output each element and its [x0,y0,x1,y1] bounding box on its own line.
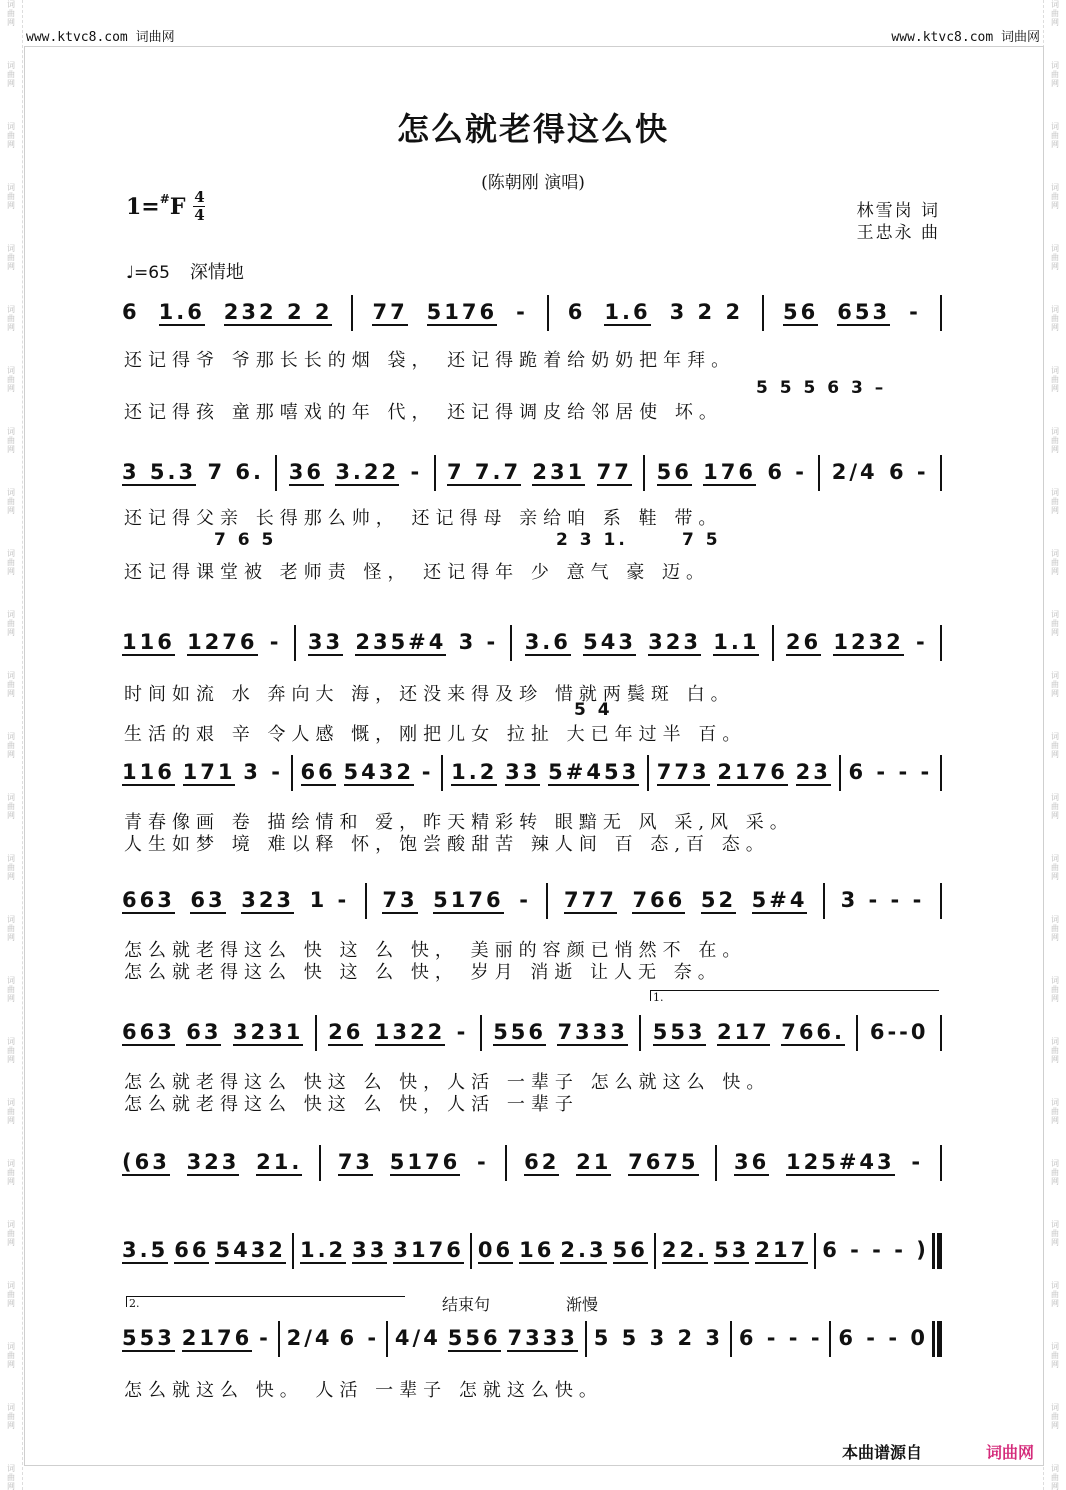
watermark-text: 词 曲 网 [7,915,15,942]
barline [823,883,825,919]
credits [857,200,940,244]
note-group: 663 [122,888,175,912]
melody-line [122,1142,942,1184]
watermark-text: 词 曲 网 [1051,1220,1059,1247]
watermark-text: 词 曲 网 [1051,793,1059,820]
watermark-text: 词 曲 网 [1051,610,1059,637]
note-group: 1276 [187,630,258,654]
watermark-text: 词 曲 网 [7,976,15,1003]
note-group: 6--0 [869,1020,929,1044]
note-group: 77 [372,300,408,324]
note-group: - [909,300,921,324]
note-group: 63 [186,1020,222,1044]
note-group: 1232 [833,630,904,654]
barline [319,1145,321,1181]
watermark-text: 词 曲 网 [1051,1098,1059,1125]
watermark-text: 词 曲 网 [1051,549,1059,576]
note-group: 116 [122,760,175,784]
watermark-text: 词 曲 网 [7,1159,15,1186]
barline [829,1321,831,1357]
sharp-sign: # [159,191,170,206]
watermark-text: 词 曲 网 [1051,122,1059,149]
watermark-text: 词 曲 网 [1051,61,1059,88]
tempo-marking [126,258,244,284]
watermark-text: 词 曲 网 [1051,0,1059,27]
note-group: 116 [122,630,175,654]
note-group: 3 - [243,760,283,784]
lyric-line: 还记得课堂被 老师责 怪， 还记得年 少 意气 豪 迈。 [124,562,711,583]
watermark-text: 词 曲 网 [1051,732,1059,759]
note-group: 5176 [389,1150,461,1174]
note-group: 2176 [181,1326,253,1350]
barline [639,1015,641,1051]
watermark-text: 词 曲 网 [7,1037,15,1064]
note-group: 663 [122,1020,175,1044]
volta-bracket: 1. [650,990,939,1001]
barline [441,755,443,791]
note-group: 323 [241,888,295,912]
note-group: 1.2 [299,1238,347,1262]
song-title: 怎么就老得这么快 [396,110,669,148]
watermark-text: 词 曲 网 [1051,1342,1059,1369]
note-group: 553 [652,1020,706,1044]
watermark-text: 词 曲 网 [7,671,15,698]
right-watermark-strip [1043,0,1066,1490]
note-group: 3 5.3 [122,460,197,484]
lyric-line: 生活的艰 辛 令人感 慨，刚把儿女 拉扯 大已年过半 百。 [124,724,747,745]
footer-site-link[interactable]: 词曲网 [985,1443,1034,1462]
barline [510,625,512,661]
note-group: 323 [648,630,702,654]
watermark-text: 词 曲 网 [7,549,15,576]
note-group: 6 - [767,460,808,484]
note-group: 5#453 [548,760,640,784]
key-note: F [169,193,186,220]
barline [434,455,436,491]
note-group: 3 2 2 [669,300,744,324]
alternate-notes: 7 5 [682,530,721,550]
key-prefix: 1= [126,193,160,220]
watermark-text: 词 曲 网 [7,1403,15,1430]
watermark-text: 词 曲 网 [7,1281,15,1308]
watermark-text: 词 曲 网 [7,854,15,881]
note-group: 235#4 [355,630,447,654]
watermark-text: 词 曲 网 [7,61,15,88]
melody-line [122,292,942,334]
note-group: 06 [477,1238,514,1262]
watermark-text: 词 曲 网 [1051,915,1059,942]
note-group: 6 [567,300,586,324]
note-group: - [476,1150,489,1174]
watermark-text: 词 曲 网 [1051,976,1059,1003]
singer-line: (陈朝刚 演唱) [481,173,585,193]
barline [351,295,353,331]
barline [940,755,942,791]
note-group: 1.1 [713,630,760,654]
watermark-text: 词 曲 网 [1051,1464,1059,1490]
note-group: - [269,630,282,654]
barline [386,1321,388,1357]
watermark-text: 词 曲 网 [1051,671,1059,698]
lyric-line: 怎么就老得这么 快 这 么 快， 美丽的容颜已悄然不 在。 [124,940,747,961]
note-group: 4/4 [394,1326,441,1350]
note-group: 217 [755,1238,809,1262]
note-group: 5176 [433,888,504,912]
note-group: 3231 [232,1020,304,1044]
barline [585,1321,587,1357]
watermark-text: 词 曲 网 [7,793,15,820]
barline [940,1145,942,1181]
note-group: 6 - - - [848,760,933,784]
note-group: 653 [837,300,891,324]
watermark-text: 词 曲 网 [7,732,15,759]
watermark-text: 词 曲 网 [7,305,15,332]
note-group: 26 [328,1020,364,1044]
note-group: 5176 [426,300,498,324]
note-group: 543 [583,630,636,654]
final-barline [935,1321,942,1357]
alternate-notes: 5 5 5 6 3 – [756,378,887,398]
watermark-text: 词 曲 网 [7,427,15,454]
barline [818,455,820,491]
alternate-notes: 5 4 [574,700,613,720]
note-group: - [456,1020,469,1044]
barline [940,295,942,331]
lyric-line: 怎么就这么 快。 人活 一辈子 怎就这么快。 [124,1380,603,1401]
watermark-text: 词 曲 网 [1051,305,1059,332]
note-group: 6 - - - ) [822,1238,929,1262]
watermark-text: 词 曲 网 [1051,1403,1059,1430]
lyric-line: 青春像画 卷 描绘情和 爱，昨天精彩转 眼黯无 风 采,风 采。 [124,812,794,833]
note-group: 556 [447,1326,501,1350]
watermark-text: 词 曲 网 [1051,183,1059,210]
note-group: 5432 [215,1238,286,1262]
watermark-text: 词 曲 网 [1051,427,1059,454]
watermark-text: 词 曲 网 [7,1342,15,1369]
note-group: 1.6 [158,300,205,324]
note-group: 2/4 [831,460,878,484]
note-group: 56 [656,460,692,484]
note-group: 6 [122,300,140,324]
volta-bracket: 2. [126,1296,405,1307]
barline [275,455,277,491]
barline [715,1145,717,1181]
lyric-line: 还记得孩 童那嘻戏的年 代， 还记得调皮给邻居使 坏。 [124,402,723,423]
note-group: 22. [661,1238,709,1262]
barline [315,1015,317,1051]
watermark-text: 词 曲 网 [7,488,15,515]
watermark-text: 词 曲 网 [7,183,15,210]
note-group: 323 [186,1150,240,1174]
note-group: 3.5 [122,1238,169,1262]
alternate-notes: 2 3 1. [556,530,628,550]
note-group: 26 [785,630,822,654]
note-group: 23 [795,760,831,784]
header-site-left[interactable]: www.ktvc8.com 词曲网 [26,30,175,45]
note-group: 231 [532,460,586,484]
note-group: 5 5 3 2 3 [593,1326,724,1350]
melody-line [122,880,942,922]
note-group: 33 [307,630,344,654]
note-group: 7333 [507,1326,578,1350]
left-watermark-strip [0,0,23,1490]
barline [772,625,774,661]
barline [654,1233,656,1269]
note-group: - [410,460,423,484]
watermark-text: 词 曲 网 [1051,1037,1059,1064]
watermark-text: 词 曲 网 [1051,366,1059,393]
note-group: - [259,1326,271,1350]
barline [546,883,548,919]
melody-line [122,752,942,794]
note-group: - [916,630,928,654]
barline [940,1015,942,1051]
note-group: 171 [182,760,236,784]
watermark-text: 词 曲 网 [7,244,15,271]
barline [940,625,942,661]
note-group: 3 - - - [840,888,925,912]
footer-source: 本曲谱源自 [841,1443,922,1462]
note-group: 6 - [889,460,929,484]
note-group: 62 [524,1150,560,1174]
barline [480,1015,482,1051]
lyric-line: 怎么就老得这么 快 这 么 快， 岁月 消逝 让人无 奈。 [124,962,722,983]
lyric-line: 怎么就老得这么 快这 么 快，人活 一辈子 [124,1094,579,1115]
barline [762,295,764,331]
header-site-right[interactable]: www.ktvc8.com 词曲网 [891,30,1040,45]
barline [291,755,293,791]
watermark-text: 词 曲 网 [7,1098,15,1125]
note-group: 52 [700,888,737,912]
note-group: 5432 [343,760,414,784]
note-group: 1.6 [604,300,651,324]
note-group: 3.22 [335,460,400,484]
key-signature [126,190,205,223]
watermark-text: 词 曲 网 [1051,1281,1059,1308]
melody-line [122,452,942,494]
note-group: 33 [352,1238,388,1262]
note-group: 36 [734,1150,770,1174]
lyric-line: 怎么就老得这么 快这 么 快，人活 一辈子 怎么就这么 快。 [124,1072,771,1093]
barline [292,1233,294,1269]
note-group: 21. [256,1150,303,1174]
note-group: 56 [783,300,819,324]
note-group: 176 [703,460,757,484]
note-group: 21 [576,1150,612,1174]
barline [278,1321,280,1357]
barline [643,455,645,491]
watermark-text: 词 曲 网 [7,122,15,149]
watermark-text: 词 曲 网 [7,0,15,27]
barline [940,883,942,919]
lyricist: 林雪岗 词 [856,201,940,221]
barline [814,1233,816,1269]
alternate-notes: 7 6 5 [214,530,277,550]
note-group: 56 [612,1238,648,1262]
tempo-mark: ♩=65 [126,263,170,283]
note-group: 7 6. [207,460,264,484]
note-group: - [516,300,528,324]
melody-line [122,622,942,664]
note-group: 66 [300,760,336,784]
melody-line [122,1230,942,1272]
ritardando-label: 渐慢 [566,1295,599,1314]
lyric-line: 人生如梦 境 难以释 怀，饱尝酸甜苦 辣人间 百 态,百 态。 [124,834,770,855]
note-group: 5#4 [751,888,808,912]
note-group: 553 [122,1326,175,1350]
note-group: 777 [564,888,617,912]
note-group: 1.2 [451,760,498,784]
note-group: 766 [632,888,686,912]
note-group: - [911,1150,924,1174]
note-group: (63 [122,1150,170,1174]
note-group: 773 [656,760,710,784]
note-group: 125#43 [785,1150,895,1174]
melody-line [122,1012,942,1054]
note-group: 2/4 [286,1326,333,1350]
note-group: 7 7.7 [446,460,522,484]
composer: 王忠永 曲 [856,223,940,243]
note-group: 53 [714,1238,750,1262]
lyric-line: 时间如流 水 奔向大 海，还没来得及珍 惜就两鬓斑 白。 [124,684,735,705]
lyric-line: 还记得爷 爷那长长的烟 袋， 还记得跪着给奶奶把年拜。 [124,350,736,371]
note-group: 1 - [309,888,350,912]
barline [839,755,841,791]
melody-line [122,1318,942,1360]
note-group: 63 [190,888,226,912]
barline [294,625,296,661]
watermark-text: 词 曲 网 [1051,1159,1059,1186]
barline [647,755,649,791]
note-group: 232 2 2 [223,300,333,324]
barline [547,295,549,331]
note-group: 77 [596,460,632,484]
note-group: 33 [505,760,541,784]
barline [470,1233,472,1269]
watermark-text: 词 曲 网 [1051,488,1059,515]
watermark-text: 词 曲 网 [1051,854,1059,881]
expression-mark: 深情地 [189,262,244,283]
note-group: 6 - [339,1326,380,1350]
note-group: 766. [781,1020,846,1044]
note-group: 2.3 [560,1238,607,1262]
watermark-text: 词 曲 网 [7,1220,15,1247]
note-group: 1322 [374,1020,446,1044]
watermark-text: 词 曲 网 [7,366,15,393]
note-group: 217 [716,1020,770,1044]
watermark-text: 词 曲 网 [7,1464,15,1490]
note-group: 7675 [628,1150,699,1174]
ending-label: 结束句 [442,1295,491,1314]
barline [730,1321,732,1357]
time-bottom: 4 [194,206,205,224]
note-group: 73 [337,1150,374,1174]
time-top: 4 [194,188,205,206]
lyric-line: 还记得父亲 长得那么帅， 还记得母 亲给咱 系 鞋 带。 [124,508,723,529]
note-group: 73 [382,888,418,912]
note-group: - [519,888,531,912]
note-group: 3.6 [524,630,571,654]
note-group: 36 [288,460,324,484]
watermark-text: 词 曲 网 [1051,244,1059,271]
time-signature [193,190,205,223]
note-group: 6 - - 0 [838,1326,928,1350]
note-group: 3 - [458,630,499,654]
note-group: 6 - - - [738,1326,823,1350]
note-group: 7333 [557,1020,628,1044]
note-group: 16 [519,1238,555,1262]
watermark-text: 词 曲 网 [7,610,15,637]
note-group: 2176 [717,760,788,784]
barline [365,883,367,919]
note-group: 556 [493,1020,547,1044]
note-group: 3176 [393,1238,464,1262]
barline [940,455,942,491]
barline [856,1015,858,1051]
barline [505,1145,507,1181]
repeat-barline [935,1233,942,1269]
note-group: - [421,760,434,784]
note-group: 66 [174,1238,210,1262]
